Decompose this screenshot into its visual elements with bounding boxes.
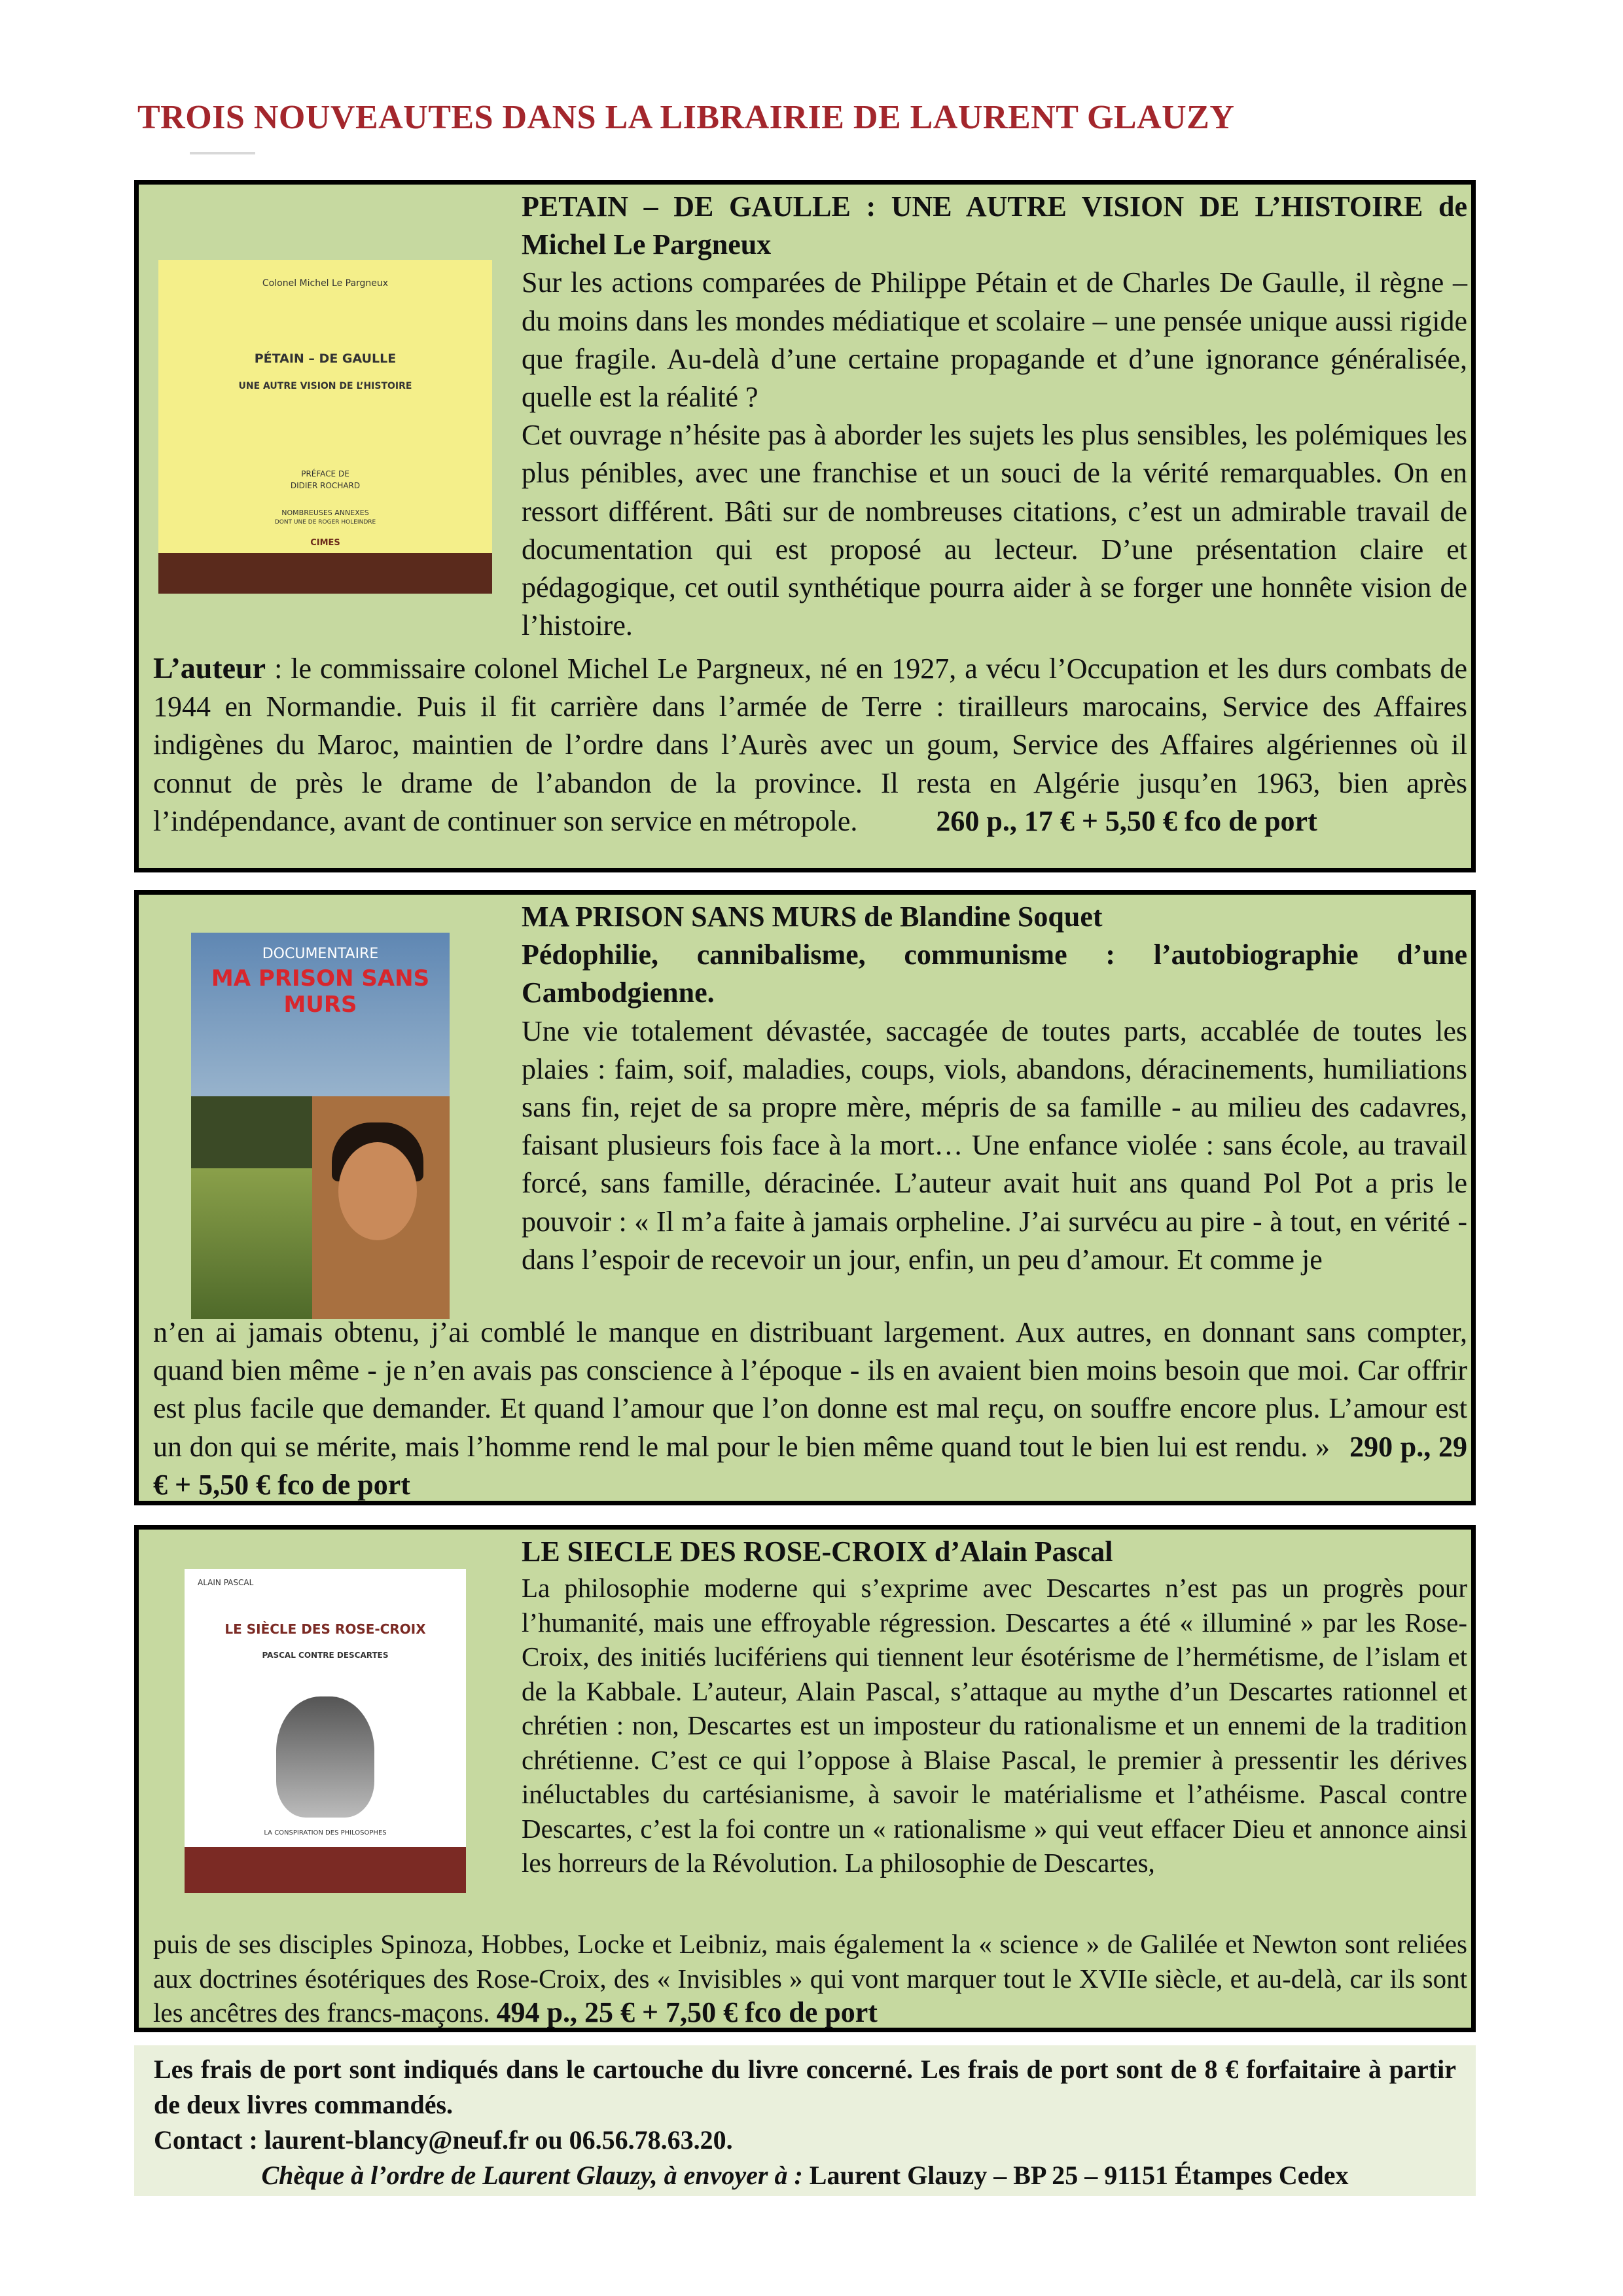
book-subtitle: Pédophilie, cannibalisme, communisme : l’autobiographie d’une Cambodgienne. [522, 939, 1467, 1009]
contact-info[interactable]: Contact : laurent-blancy@neuf.fr ou 06.56.78.63.20. [154, 2125, 733, 2155]
book-title: PETAIN – DE GAULLE : UNE AUTRE VISION DE L’HISTOIRE de Michel Le Pargneux [522, 190, 1467, 261]
cover-publisher: CIMES [310, 538, 340, 548]
book-card-le-siecle-des-rose-croix [134, 1525, 1476, 2032]
cover-title: PÉTAIN – DE GAULLE [254, 351, 397, 366]
book-cover-ma-prison-sans-murs [191, 933, 450, 1319]
cover-portrait [276, 1696, 374, 1818]
author-label: L’auteur [153, 651, 266, 685]
cover-label: DOCUMENTAIRE [262, 946, 379, 962]
cover-preface: PRÉFACE DE [301, 469, 349, 478]
cover-band [158, 553, 492, 594]
book-description: Sur les actions comparées de Philippe Pétain et de Charles De Gaulle, il règne – du moins dans les mondes médiatique et scolaire – une pensée unique aussi rigide que fragile. Au-delà d’une certaine propagande et d’une ignorance généralisée, quelle est la réalité ? [522, 266, 1467, 414]
cover-title: MA PRISON SANS MURS [211, 965, 430, 1018]
book-description: Une vie totalement dévastée, saccagée de toutes parts, accablée de toutes les plaies : faim, soif, maladies, coups, viols, abandons, déracinements, humiliations sans fin, rejet de sa propre mère, mépris de sa famille - au milieu des cadavres, faisant plusieurs fois face à la mort… Une enfance violée : sans école, au travail forcé, sans famille, déracinée. L’auteur avait huit ans quand Pol Pot a pris le pouvoir : « Il m’a faite à jamais orpheline. J’ai survécu au pire - à tout, en vérité - dans l’espoir de recevoir un jour, enfin, un peu d’amour. Et comme je [522, 1014, 1467, 1276]
cover-subtitle: PASCAL CONTRE DESCARTES [262, 1651, 389, 1660]
book-cover-petain-de-gaulle [158, 260, 492, 594]
book-price: 260 p., 17 € + 5,50 € fco de port [936, 804, 1317, 837]
order-info-panel [134, 2045, 1476, 2196]
book-text-block [522, 898, 1467, 1279]
book-cover-le-siecle-des-rose-croix [185, 1569, 466, 1893]
book-description: La philosophie moderne qui s’exprime avec Descartes n’est pas un progrès pour l’humanité, mais une effroyable régression. Descartes a été « illuminé » par les Rose-Croix, des initiés lucifériens qui tiennent leur ésotérisme de l’hermétisme, de l’islam et de la Kabbale. L’auteur, Alain Pascal, s’attaque au mythe d’un Descartes rationnel et chrétien : non, Descartes est un imposteur du rationalisme et un ennemi de la tradition chrétienne. C’est ce qui l’oppose à Blaise Pascal, le premier à pressentir les dérives inéluctables du cartésianisme, à savoir le matérialisme et l’athéisme. Pascal contre Descartes, c’est la foi contre un « rationalisme » qui veut effacer Dieu et annonce ainsi les horreurs de la Révolution. La philosophie de Descartes, [522, 1573, 1467, 1878]
book-price: 290 p., 29 € + 5,50 € fco de port [153, 1430, 1467, 1501]
author-bio: : le commissaire colonel Michel Le Pargneux, né en 1927, a vécu l’Occupation et les durs combats de 1944 en Normandie. Puis il fit carrière dans l’armée de Terre : tirailleurs marocains, Service des Affaires indigènes du Maroc, maintien de l’ordre dans l’Aurès avec un goum, Service des Affaires algériennes où il connut de près le drame de l’abandon de la province. Il resta en Algérie jusqu’en 1963, bien après l’indépendance, avant de continuer son service en métropole. [153, 653, 1467, 837]
cover-annexes: NOMBREUSES ANNEXES [281, 509, 369, 517]
cover-preface-name: DIDIER ROCHARD [290, 481, 361, 490]
book-text-block [522, 188, 1467, 645]
book-description-continued: Cet ouvrage n’hésite pas à aborder les sujets les plus sensibles, les polémiques les plus pénibles, avec une franchise et un souci de la vérité remarquables. On en ressort différent. Bâti sur de nombreuses citations, c’est un admirable travail de documentation qui est proposé au lecteur. D’une présentation claire et pédagogique, cet outil synthétique pourra aider à se forger une honnête vision de l’histoire. [522, 419, 1467, 642]
book-description-continued [153, 1927, 1467, 2030]
book-card-ma-prison-sans-murs [134, 890, 1476, 1505]
postal-address: Laurent Glauzy – BP 25 – 91151 Étampes Cedex [809, 2161, 1349, 2190]
book-title: MA PRISON SANS MURS de Blandine Soquet [522, 901, 1103, 933]
book-description-continued [153, 1314, 1467, 1504]
cheque-label: Chèque à l’ordre de Laurent Glauzy, à envoyer à : [261, 2161, 810, 2190]
book-price: 494 p., 25 € + 7,50 € fco de port [496, 1996, 878, 2028]
book-description-tail: n’en ai jamais obtenu, j’ai comblé le manque en distribuant largement. Aux autres, en donnant sans compter, quand bien même - je n’en avais pas conscience à l’époque - ils en avaient bien moins besoin que moi. Car offrir est plus facile que demander. Et quand l’amour que l’on donne est mal reçu, on souffre encore plus. L’amour est un don qui se mérite, mais l’homme rend le mal pour le bien même quand tout le bien lui est rendu. » [153, 1316, 1467, 1463]
book-card-petain-de-gaulle [134, 180, 1476, 872]
page-title: TROIS NOUVEAUTES DANS LA LIBRAIRIE DE LAURENT GLAUZY [137, 99, 1235, 136]
book-title: LE SIECLE DES ROSE-CROIX d’Alain Pascal [522, 1535, 1113, 1568]
book-description-tail: puis de ses disciples Spinoza, Hobbes, Locke et Leibniz, mais également la « science » de Galilée et Newton sont reliées aux doctrines ésotériques des Rose-Croix, des « Invisibles » qui vont marquer tout le XVIIe siècle, et au-delà, car ils sont les ancêtres des francs-maçons. [153, 1929, 1467, 2028]
cheque-info [154, 2158, 1456, 2193]
book-text-block [522, 1533, 1467, 1880]
cover-subtitle: UNE AUTRE VISION DE L’HISTOIRE [238, 381, 412, 391]
cover-child-photo [312, 1096, 450, 1319]
cover-band [185, 1847, 466, 1893]
cover-title: LE SIÈCLE DES ROSE-CROIX [224, 1621, 426, 1637]
faint-caption [190, 152, 255, 154]
cover-annexes-sub: DONT UNE DE ROGER HOLEINDRE [274, 519, 376, 526]
cover-author: Colonel Michel Le Pargneux [262, 278, 389, 289]
shipping-info: Les frais de port sont indiqués dans le cartouche du livre concerné. Les frais de port sont de 8 € forfaitaire à partir de deux livres commandés. [154, 2054, 1456, 2119]
author-paragraph [153, 649, 1467, 840]
cover-author: ALAIN PASCAL [198, 1578, 254, 1587]
cover-bottom-text: LA CONSPIRATION DES PHILOSOPHES [264, 1829, 387, 1837]
